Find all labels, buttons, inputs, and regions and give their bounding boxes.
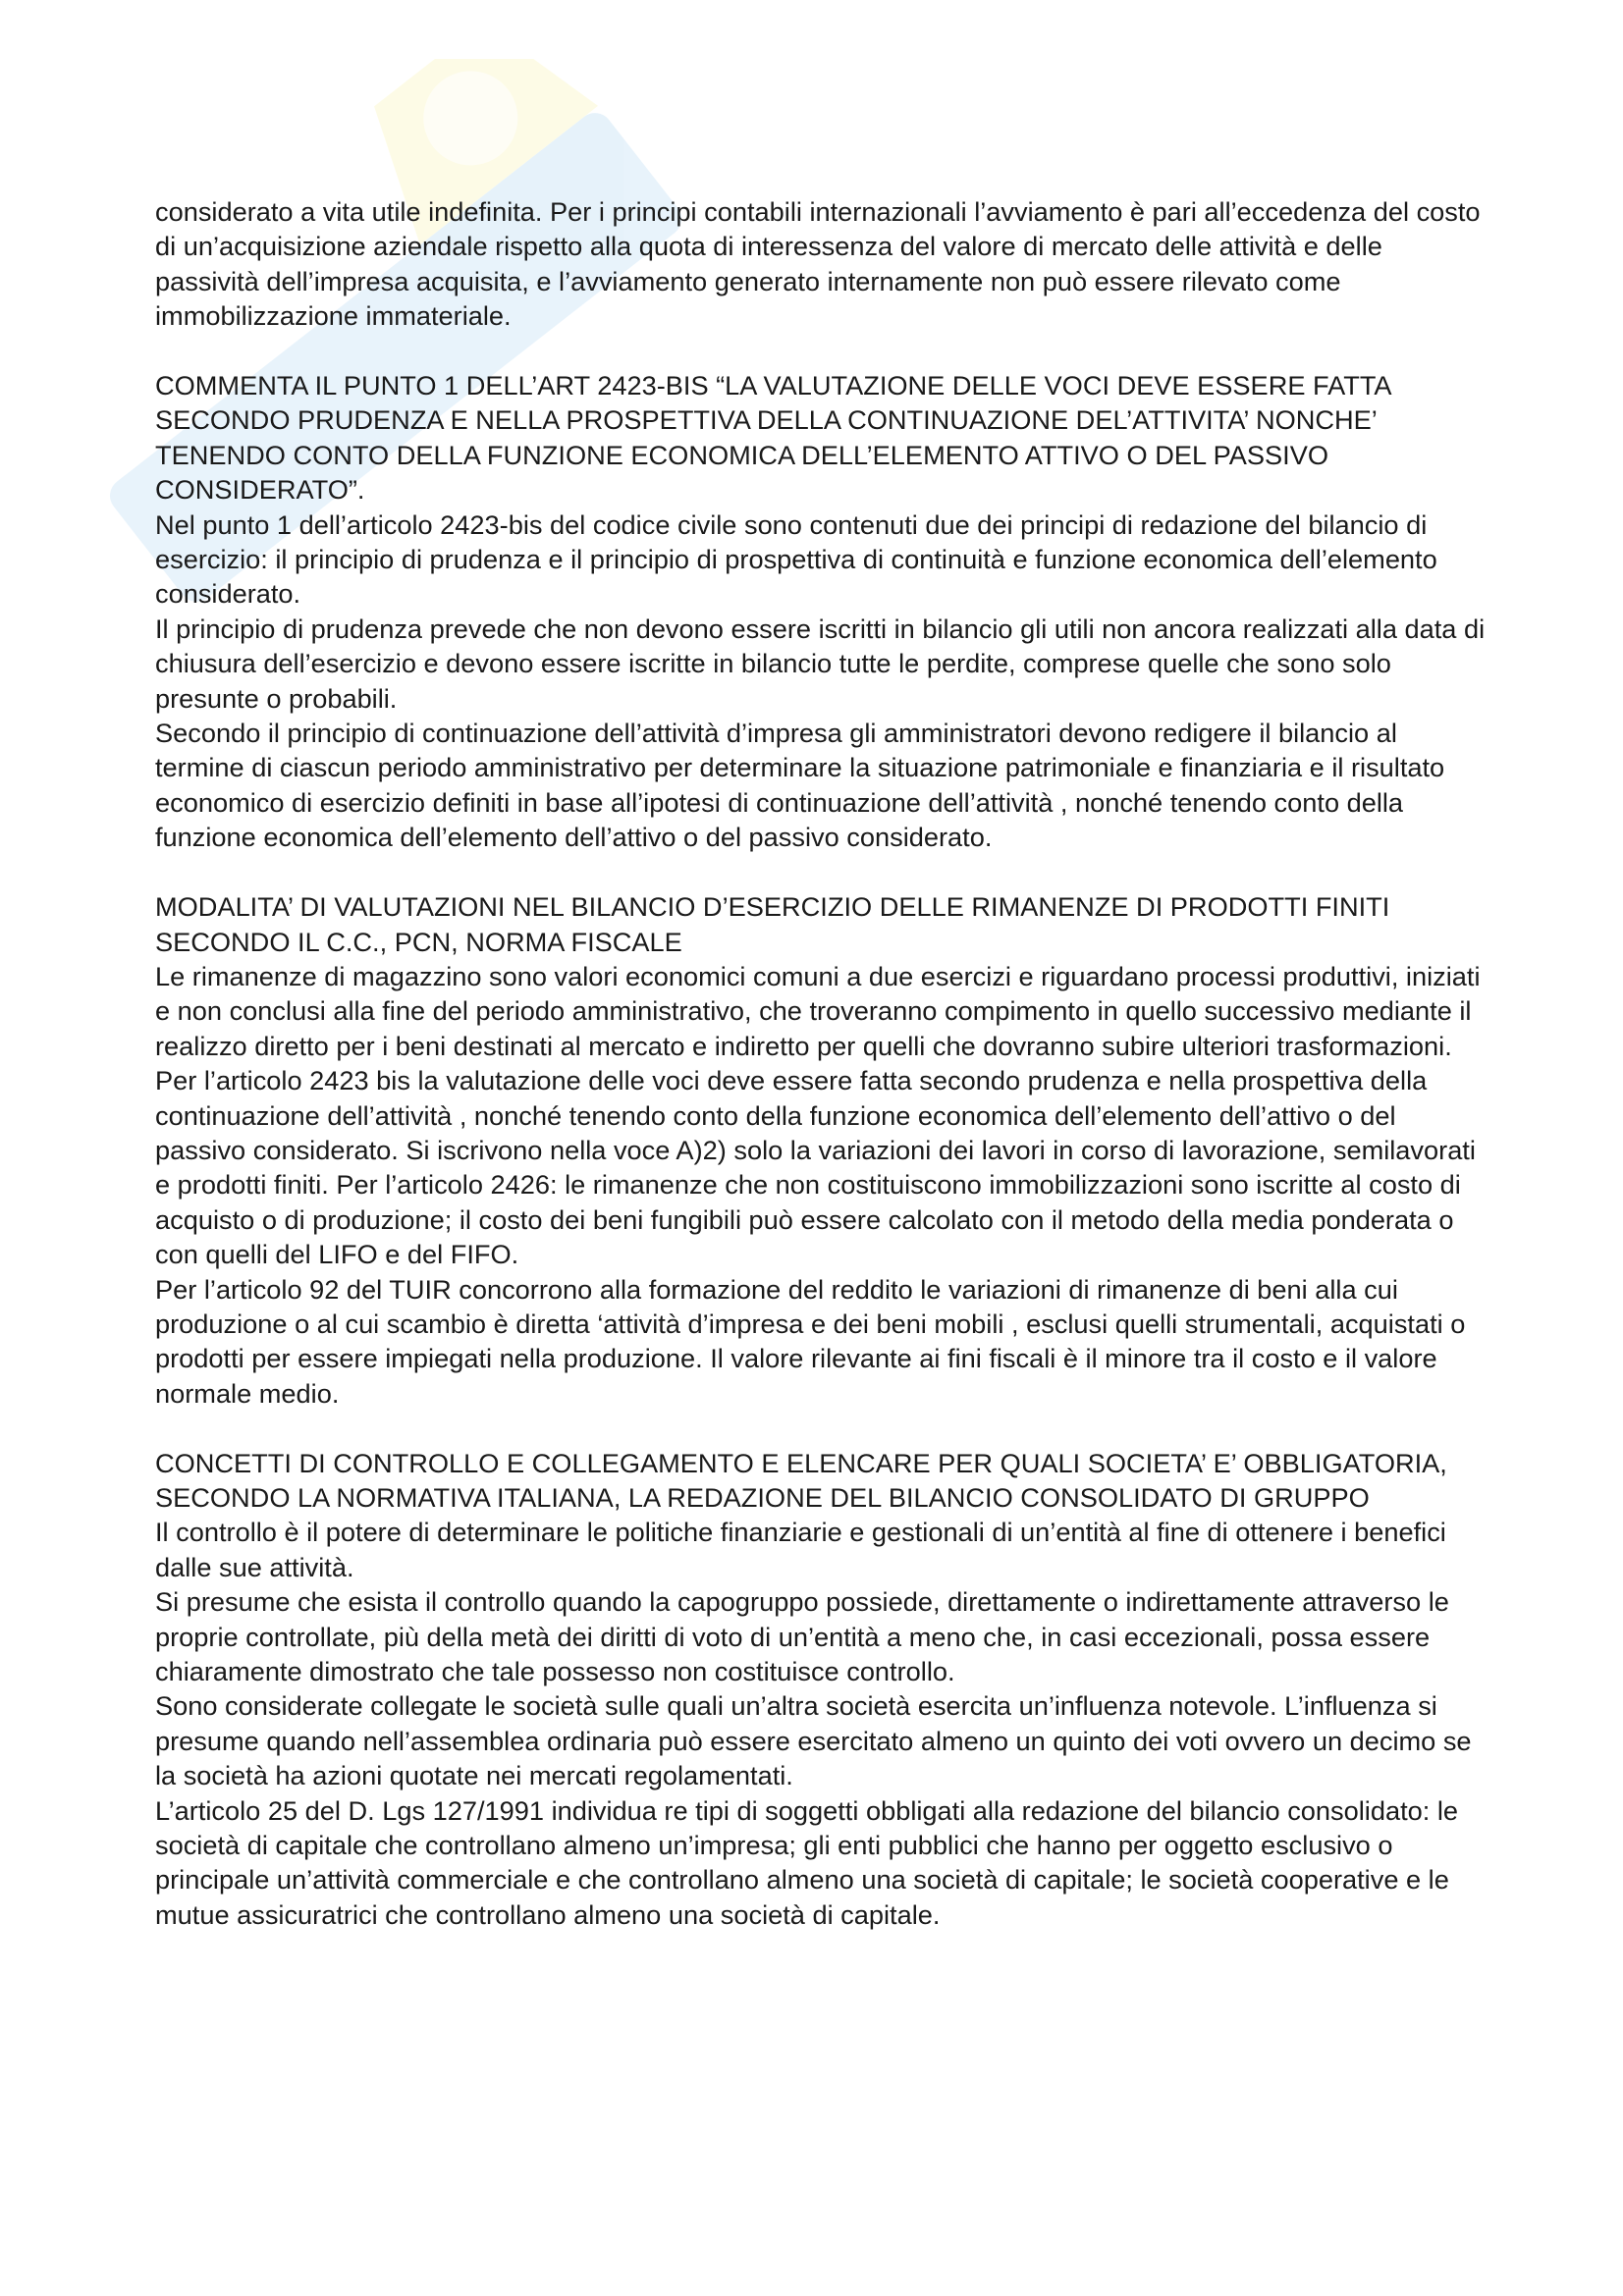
- section-intro: [155, 194, 1490, 334]
- paragraph: Secondo il principio di continuazione dell’attività d’impresa gli amministratori devono redigere il bilancio al termine di ciascun periodo amministrativo per determinare la situazione patrimoniale e finanziaria e il risultato economico di esercizio definiti in base all’ipotesi di continuazione dell’attività , nonché tenendo conto della funzione economica dell’elemento dell’attivo o del passivo considerato.: [155, 718, 1445, 853]
- paragraph: Il principio di prudenza prevede che non devono essere iscritti in bilancio gli utili non ancora realizzati alla data di chiusura dell’esercizio e devono essere iscritte in bilancio tutte le perdite, comprese quelle che sono solo presunte o probabili.: [155, 613, 1486, 714]
- paragraph: Il controllo è il potere di determinare le politiche finanziarie e gestionali di un’entità al fine di ottenere i benefici dalle sue attività.: [155, 1517, 1446, 1582]
- section-rimanenze: [155, 889, 1490, 1411]
- section-heading: MODALITA’ DI VALUTAZIONI NEL BILANCIO D’ESERCIZIO DELLE RIMANENZE DI PRODOTTI FINITI SECONDO IL C.C., PCN, NORMA FISCALE: [155, 891, 1390, 957]
- paragraph: Nel punto 1 dell’articolo 2423-bis del codice civile sono contenuti due dei principi di redazione del bilancio di esercizio: il principio di prudenza e il principio di prospettiva di continuità e funzione economica dell’elemento considerato.: [155, 508, 1437, 610]
- paragraph: L’articolo 25 del D. Lgs 127/1991 individua re tipi di soggetti obbligati alla redazione del bilancio consolidato: le società di capitale che controllano almeno un’impresa; gli enti pubblici che hanno per oggetto esclusivo o principale un’attività commerciale e che controllano almeno una società di capitale; le società cooperative e le mutue assicuratrici che controllano almeno una società di capitale.: [155, 1794, 1459, 1930]
- paragraph: Si presume che esista il controllo quando la capogruppo possiede, direttamente o indirettamente attraverso le proprie controllate, più della metà dei diritti di voto di un’entità a meno che, in casi eccezionali, possa essere chiaramente dimostrato che tale possesso non costituisce controllo.: [155, 1586, 1449, 1687]
- section-art-2423-bis: [155, 368, 1490, 855]
- paragraph: Sono considerate collegate le società sulle quali un’altra società esercita un’influenza notevole. L’influenza si presume quando nell’assemblea ordinaria può essere esercitato almeno un quinto dei voti ovvero un decimo se la società ha azioni quotate nei mercati regolamentati.: [155, 1690, 1472, 1791]
- document-body: [155, 194, 1490, 1967]
- section-controllo-collegamento: [155, 1446, 1490, 1933]
- paragraph: Per l’articolo 2423 bis la valutazione delle voci deve essere fatta secondo prudenza e nella prospettiva della continuazione dell’attività , nonché tenendo conto della funzione economica dell’elemento dell’attivo o del passivo considerato. Si iscrivono nella voce A)2) solo la variazioni dei lavori in corso di lavorazione, semilavorati e prodotti finiti. Per l’articolo 2426: le rimanenze che non costituiscono immobilizzazioni sono iscritte al costo di acquisto o di produzione; il costo dei beni fungibili può essere calcolato con il metodo della media ponderata o con quelli del LIFO e del FIFO.: [155, 1065, 1476, 1270]
- section-heading: COMMENTA IL PUNTO 1 DELL’ART 2423-BIS “LA VALUTAZIONE DELLE VOCI DEVE ESSERE FATTA SECONDO PRUDENZA E NELLA PROSPETTIVA DELLA CONTINUAZIONE DEL’ATTIVITA’ NONCHE’ TENENDO CONTO DELLA FUNZIONE ECONOMICA DELL’ELEMENTO ATTIVO O DEL PASSIVO CONSIDERATO”.: [155, 370, 1391, 506]
- paragraph: Le rimanenze di magazzino sono valori economici comuni a due esercizi e riguardano processi produttivi, iniziati e non conclusi alla fine del periodo amministrativo, che troveranno compimento in quello successivo mediante il realizzo diretto per i beni destinati al mercato e indiretto per quelli che dovranno subire ulteriori trasformazioni.: [155, 960, 1481, 1061]
- paragraph: considerato a vita utile indefinita. Per i principi contabili internazionali l’avviamento è pari all’eccedenza del costo di un’acquisizione aziendale rispetto alla quota di interessenza del valore di mercato delle attività e delle passività dell’impresa acquisita, e l’avviamento generato internamente non può essere rilevato come immobilizzazione immateriale.: [155, 196, 1481, 332]
- paragraph: Per l’articolo 92 del TUIR concorrono alla formazione del reddito le variazioni di rimanenze di beni alla cui produzione o al cui scambio è diretta ‘attività d’impresa e dei beni mobili , esclusi quelli strumentali, acquistati o prodotti per essere impiegati nella produzione. Il valore rilevante ai fini fiscali è il minore tra il costo e il valore normale medio.: [155, 1273, 1466, 1409]
- section-heading: CONCETTI DI CONTROLLO E COLLEGAMENTO E ELENCARE PER QUALI SOCIETA’ E’ OBBLIGATORIA, SECONDO LA NORMATIVA ITALIANA, LA REDAZIONE DEL BILANCIO CONSOLIDATO DI GRUPPO: [155, 1447, 1447, 1513]
